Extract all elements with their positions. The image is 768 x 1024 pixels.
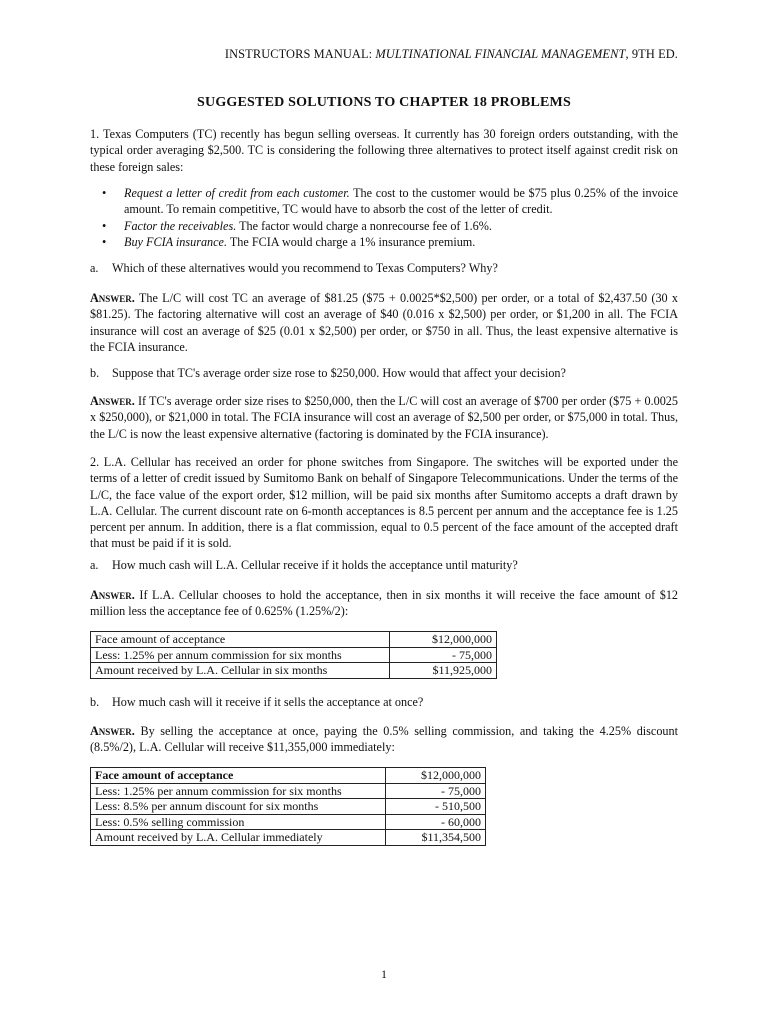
bullet-text: The FCIA would charge a 1% insurance premium. — [227, 234, 476, 249]
table-cell-label: Less: 8.5% per annum discount for six months — [91, 799, 386, 815]
table-cell-value: $12,000,000 — [390, 632, 497, 648]
answer-1a — [90, 290, 678, 355]
page-title: SUGGESTED SOLUTIONS TO CHAPTER 18 PROBLEMS — [197, 95, 571, 110]
table-cell-label: Less: 1.25% per annum commission for six months — [91, 783, 386, 799]
page-number: 1 — [381, 967, 387, 981]
list-item — [90, 234, 678, 250]
answer-label: Answer. — [90, 588, 135, 602]
question-2b — [90, 694, 678, 710]
question-text: How much cash will it receive if it sells the acceptance at once? — [112, 695, 424, 709]
question-1a — [90, 260, 678, 276]
header-suffix: , 9TH ED. — [625, 47, 678, 61]
table-cell-label: Less: 1.25% per annum commission for six months — [91, 647, 390, 663]
bullet-icon: • — [102, 218, 107, 233]
alternatives-list — [90, 185, 678, 250]
bullet-icon: • — [102, 186, 107, 200]
table-row — [91, 814, 486, 830]
table-cell-value: - 60,000 — [386, 814, 486, 830]
bullet-lead: Buy FCIA insurance. — [124, 234, 228, 249]
header-prefix: INSTRUCTORS MANUAL: — [224, 47, 376, 61]
question-2a — [90, 557, 678, 573]
hold-acceptance-table — [90, 631, 497, 679]
table-cell-label: Amount received by L.A. Cellular immediately — [91, 830, 386, 846]
table-cell-value: - 510,500 — [386, 799, 486, 815]
answer-label: Answer. — [90, 291, 135, 305]
header-book-title: MULTINATIONAL FINANCIAL MANAGEMENT — [375, 47, 626, 61]
sell-acceptance-table — [90, 767, 486, 846]
answer-text: If L.A. Cellular chooses to hold the acceptance, then in six months it will receive the face amount of $12 million less the acceptance fee of 0.625% (1.25%/2): — [90, 588, 679, 619]
answer-2a — [90, 587, 678, 620]
question-label: a. — [90, 261, 99, 275]
answer-text: The L/C will cost TC an average of $81.25 ($75 + 0.0025*$2,500) per order, or a total of $2,437.50 (30 x $81.25). The factoring alternative will cost an average of $40 (0.016 x $2,500) per order, or $1,200 in all. The FCIA insurance will cost an average of $25 (0.01 x $2,500) per order, or $750 in all. Thus, the least expensive alternative is the FCIA insurance. — [90, 291, 679, 354]
table-cell-label: Less: 0.5% selling commission — [91, 814, 386, 830]
question-text: Suppose that TC's average order size rose to $250,000. How would that affect your decision? — [112, 366, 566, 380]
running-header — [225, 46, 678, 62]
table-row — [91, 830, 486, 846]
table-cell-value: $11,925,000 — [390, 663, 497, 679]
list-item — [90, 218, 678, 234]
table-cell-label: Face amount of acceptance — [91, 632, 390, 648]
answer-text: By selling the acceptance at once, paying the 0.5% selling commission, and taking the 4.25% discount (8.5%/2), L.A. Cellular will receive $11,355,000 immediately: — [90, 724, 679, 755]
answer-label: Answer. — [90, 394, 135, 408]
answer-label: Answer. — [90, 724, 135, 738]
answer-text: If TC's average order size rises to $250,000, then the L/C will cost an average of $700 per order ($75 + 0.0025 x $250,000), or $21,000 in total. The FCIA insurance will cost an average of $2,500 per order, or $75,000 in total. Thus, the L/C is now the least expensive alternative (factoring is dominated by the FCIA insurance). — [90, 394, 678, 441]
question-label: b. — [90, 366, 100, 380]
bullet-text: The factor would charge a nonrecourse fee of 1.6%. — [236, 218, 492, 233]
answer-2b — [90, 723, 678, 756]
table-cell-value: $11,354,500 — [386, 830, 486, 846]
question-label: a. — [90, 558, 99, 572]
table-cell-value: $12,000,000 — [386, 768, 486, 784]
problem-2-intro: 2. L.A. Cellular has received an order for phone switches from Singapore. The switches will be exported under the terms of a letter of credit issued by Sumitomo Bank on behalf of Singapore Telecommunications. Under the terms of the L/C, the face value of the export order, $12 million, will be paid six months after Sumitomo accepts a draft drawn by L.A. Cellular. The current discount rate on 6-month acceptances is 8.5 percent per annum and the acceptance fee is 1.25 percent per annum. In addition, there is a flat commission, equal to 0.5 percent of the face amount of the accepted draft that must be paid if it is sold. — [90, 455, 678, 551]
table-row — [91, 799, 486, 815]
table-row — [91, 768, 486, 784]
table-row — [91, 663, 497, 679]
question-1b — [90, 365, 678, 381]
table-cell-value: - 75,000 — [386, 783, 486, 799]
table-cell-label: Face amount of acceptance — [91, 768, 386, 784]
bullet-lead: Factor the receivables. — [124, 218, 237, 233]
problem-1-intro: 1. Texas Computers (TC) recently has begun selling overseas. It currently has 30 foreign orders outstanding, with the typical order averaging $2,500. TC is considering the following three alternatives to protect itself against credit risk on these foreign sales: — [90, 127, 678, 174]
bullet-text: The cost to the customer would be $75 plus 0.25% of the invoice amount. To remain competitive, TC would have to absorb the cost of the letter of credit. — [124, 186, 678, 217]
question-label: b. — [90, 695, 100, 709]
table-row — [91, 783, 486, 799]
table-row — [91, 632, 497, 648]
list-item — [90, 185, 678, 218]
table-row — [91, 647, 497, 663]
table-cell-label: Amount received by L.A. Cellular in six months — [91, 663, 390, 679]
answer-1b — [90, 393, 678, 442]
bullet-lead: Request a letter of credit from each customer. — [124, 186, 350, 200]
table-cell-value: - 75,000 — [390, 647, 497, 663]
question-text: How much cash will L.A. Cellular receive if it holds the acceptance until maturity? — [112, 558, 518, 572]
bullet-icon: • — [102, 234, 107, 249]
question-text: Which of these alternatives would you recommend to Texas Computers? Why? — [112, 261, 498, 275]
